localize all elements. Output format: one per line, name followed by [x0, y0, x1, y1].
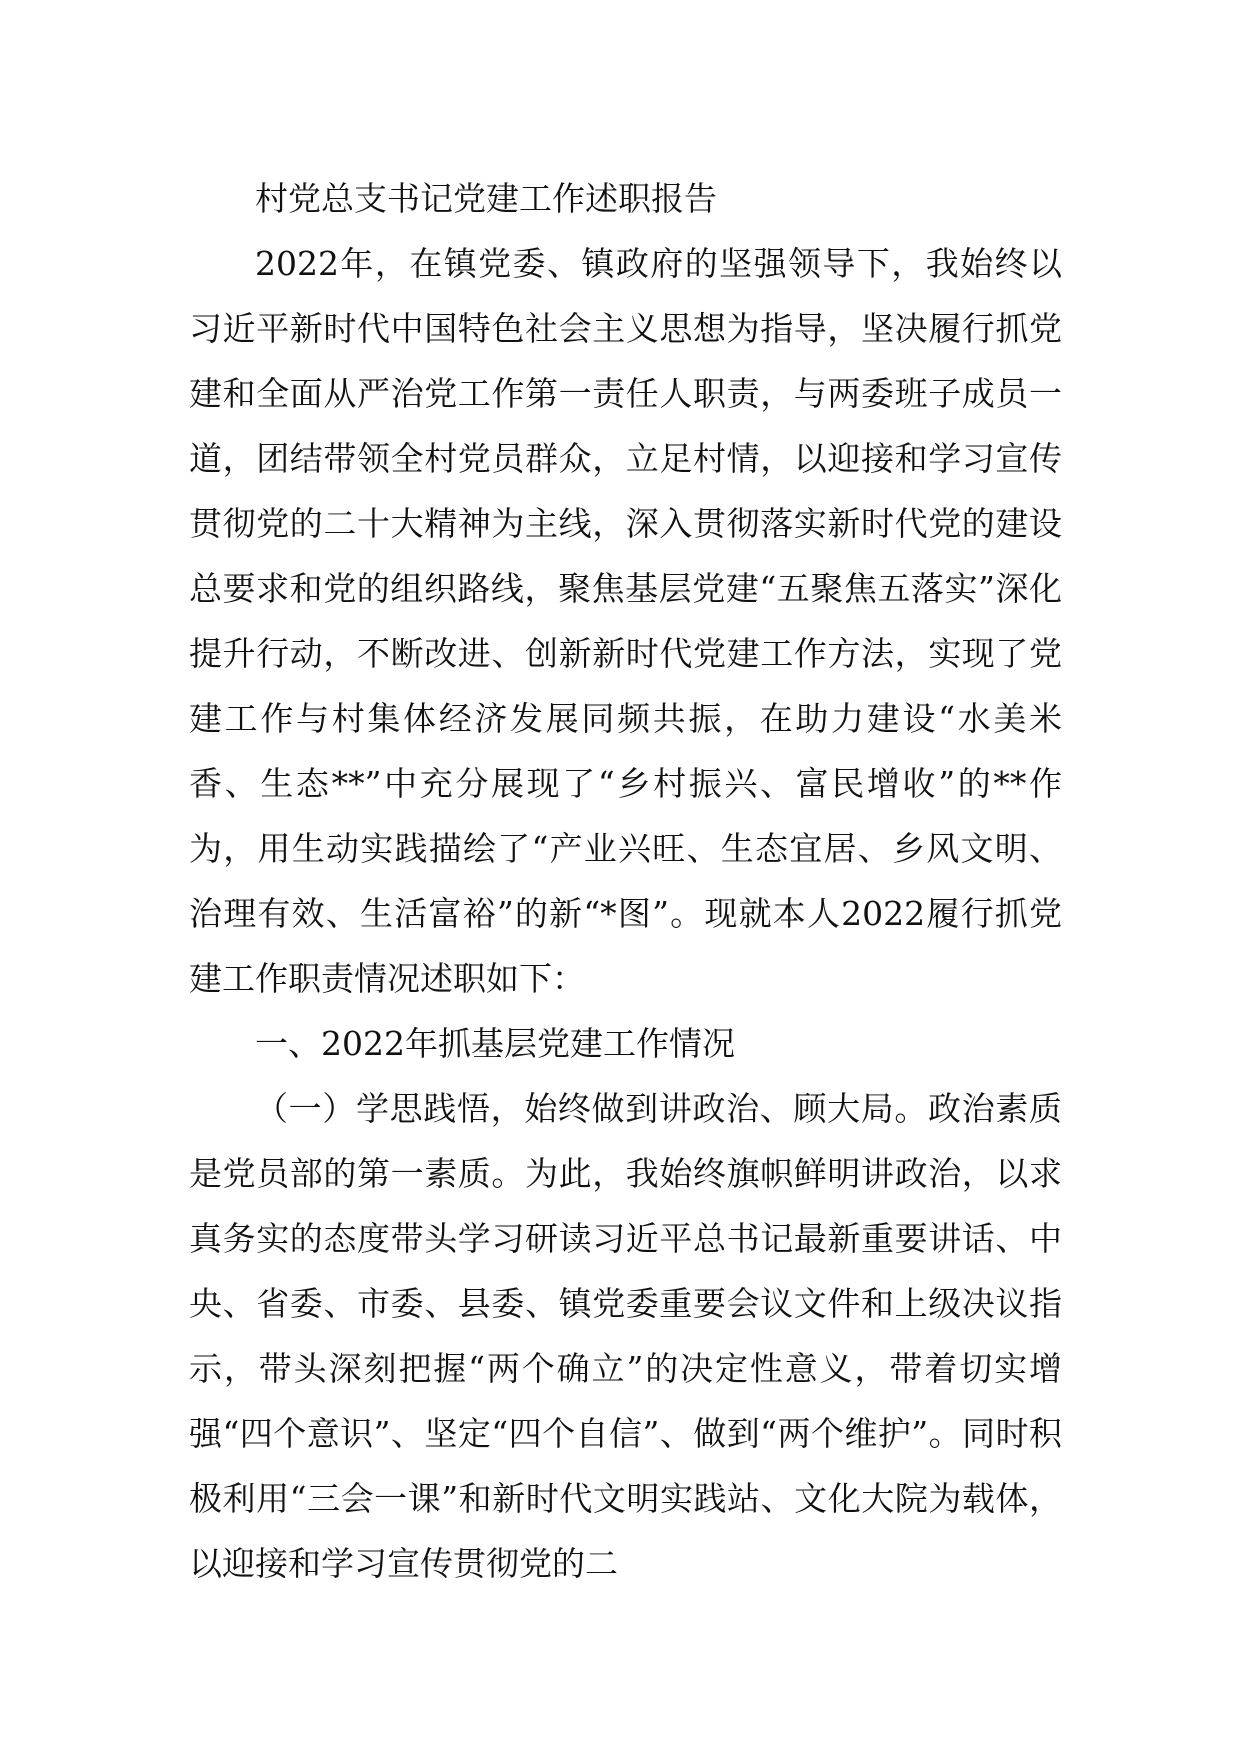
paragraph-subsection-1: （一）学思践悟，始终做到讲政治、顾大局。政治素质是党员部的第一素质。为此，我始终旗帜鲜明讲政治，以求真务实的态度带头学习研读习近平总书记最新重要讲话、中央、省委、市委、县委、镇党委重要会议文件和上级决议指示，带头深刻把握“两个确立”的决定性意义，带着切实增强“四个意识”、坚定“四个自信”、做到“两个维护”。同时积极利用“三会一课”和新时代文明实践站、文化大院为载体，以迎接和学习宣传贯彻党的二 — [189, 1089, 1062, 1583]
section-heading-1: 一、2022年抓基层党建工作情况 — [255, 1024, 735, 1063]
document-title: 村党总支书记党建工作述职报告 — [255, 179, 717, 218]
paragraph-intro: 2022年，在镇党委、镇政府的坚强领导下，我始终以习近平新时代中国特色社会主义思想为指导，坚决履行抓党建和全面从严治党工作第一责任人职责，与两委班子成员一道，团结带领全村党员群众，立足村情，以迎接和学习宣传贯彻党的二十大精神为主线，深入贯彻落实新时代党的建设总要求和党的组织路线，聚焦基层党建“五聚焦五落实”深化提升行动，不断改进、创新新时代党建工作方法，实现了党建工作与村集体经济发展同频共振，在助力建设“水美米香、生态**”中充分展现了“乡村振兴、富民增收”的**作为，用生动实践描绘了“产业兴旺、生态宜居、乡风文明、治理有效、生活富裕”的新“*图”。现就本人2022履行抓党建工作职责情况述职如下： — [189, 244, 1062, 998]
document-body — [189, 166, 1062, 1596]
